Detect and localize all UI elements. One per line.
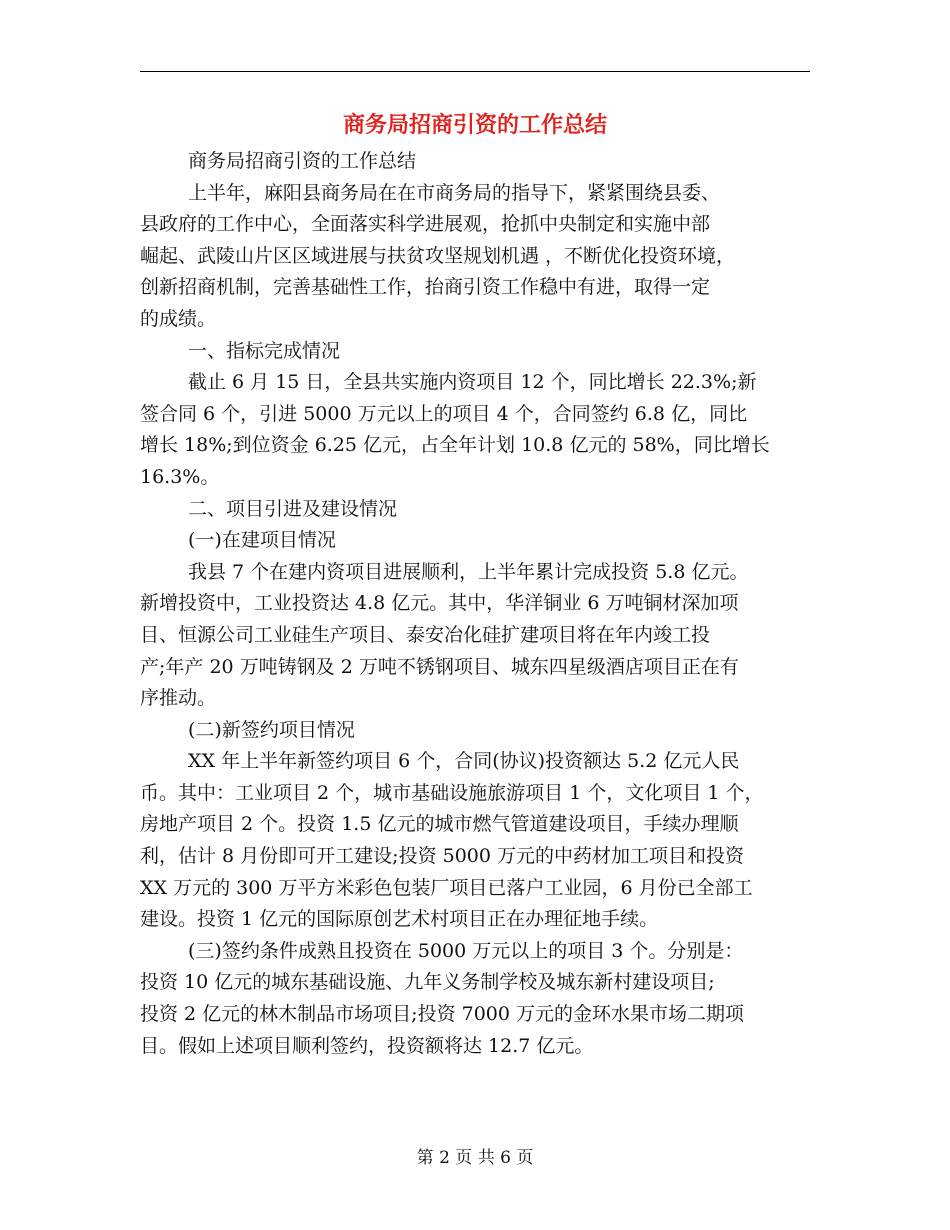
body-line: 利，估计 8 月份即可开工建设;投资 5000 万元的中药材加工项目和投资 [140,845,745,868]
body-line: 目。假如上述项目顺利签约，投资额将达 12.7 亿元。 [140,1034,594,1057]
body-line: 截止 6 月 15 日，全县共实施内资项目 12 个，同比增长 22.3%;新 [188,371,757,394]
body-line: 目、恒源公司工业硅生产项目、泰安冶化硅扩建项目将在年内竣工投 [140,623,711,646]
body-line: 投资 10 亿元的城东基础设施、九年义务制学校及城东新村建设项目; [140,971,715,994]
body-line: 一、指标完成情况 [188,339,341,362]
page-footer: 第 2 页 共 6 页 [416,1148,534,1168]
body-line: 产;年产 20 万吨铸钢及 2 万吨不锈钢项目、城东四星级酒店项目正在有 [140,655,739,678]
body-line: 签合同 6 个，引进 5000 万元以上的项目 4 个，合同签约 6.8 亿，同比 [140,402,748,425]
body-line: 币。其中：工业项目 2 个，城市基础设施旅游项目 1 个，文化项目 1 个， [140,781,764,804]
body-line: 县政府的工作中心，全面落实科学进展观，抢抓中央制定和实施中部 [140,213,711,236]
body-line: 崛起、武陵山片区区域进展与扶贫攻坚规划机遇 ，不断优化投资环境， [140,244,736,267]
body-line: 投资 2 亿元的林木制品市场项目;投资 7000 万元的金环水果市场二期项 [140,1003,745,1026]
body-line: 16.3%。 [140,465,220,488]
body-line: (一)在建项目情况 [188,529,336,552]
body-line: (二)新签约项目情况 [188,718,355,741]
header-rule [140,71,810,72]
body-line: 上半年，麻阳县商务局在在市商务局的指导下，紧紧围绕县委、 [188,181,721,204]
body-line: 创新招商机制，完善基础性工作，抬商引资工作稳中有进，取得一定 [140,276,711,299]
body-line: XX 万元的 300 万平方米彩色包装厂项目已落户工业园，6 月份已全部工 [140,876,753,899]
body-line: 二、项目引进及建设情况 [188,497,398,520]
body-line: 增长 18%;到位资金 6.25 亿元，占全年计划 10.8 亿元的 58%，同比增长 [140,434,770,457]
body-line: 房地产项目 2 个。投资 1.5 亿元的城市燃气管道建设项目，手续办理顺 [140,813,739,836]
body-line: 的成绩。 [140,307,217,330]
body-line: 新增投资中，工业投资达 4.8 亿元。其中，华洋铜业 6 万吨铜材深加项 [140,592,739,615]
body-line: XX 年上半年新签约项目 6 个，合同(协议)投资额达 5.2 亿元人民 [188,750,740,773]
document-title: 商务局招商引资的工作总结 [342,112,607,138]
body-line: 序推动。 [140,687,217,710]
body-line: 商务局招商引资的工作总结 [188,150,417,172]
body-line: (三)签约条件成熟且投资在 5000 万元以上的项目 3 个。分别是： [188,939,744,962]
body-line: 建设。投资 1 亿元的国际原创艺术村项目正在办理征地手续。 [140,908,659,931]
document-body [140,146,812,1062]
body-line: 我县 7 个在建内资项目进展顺利，上半年累计完成投资 5.8 亿元。 [188,560,749,583]
